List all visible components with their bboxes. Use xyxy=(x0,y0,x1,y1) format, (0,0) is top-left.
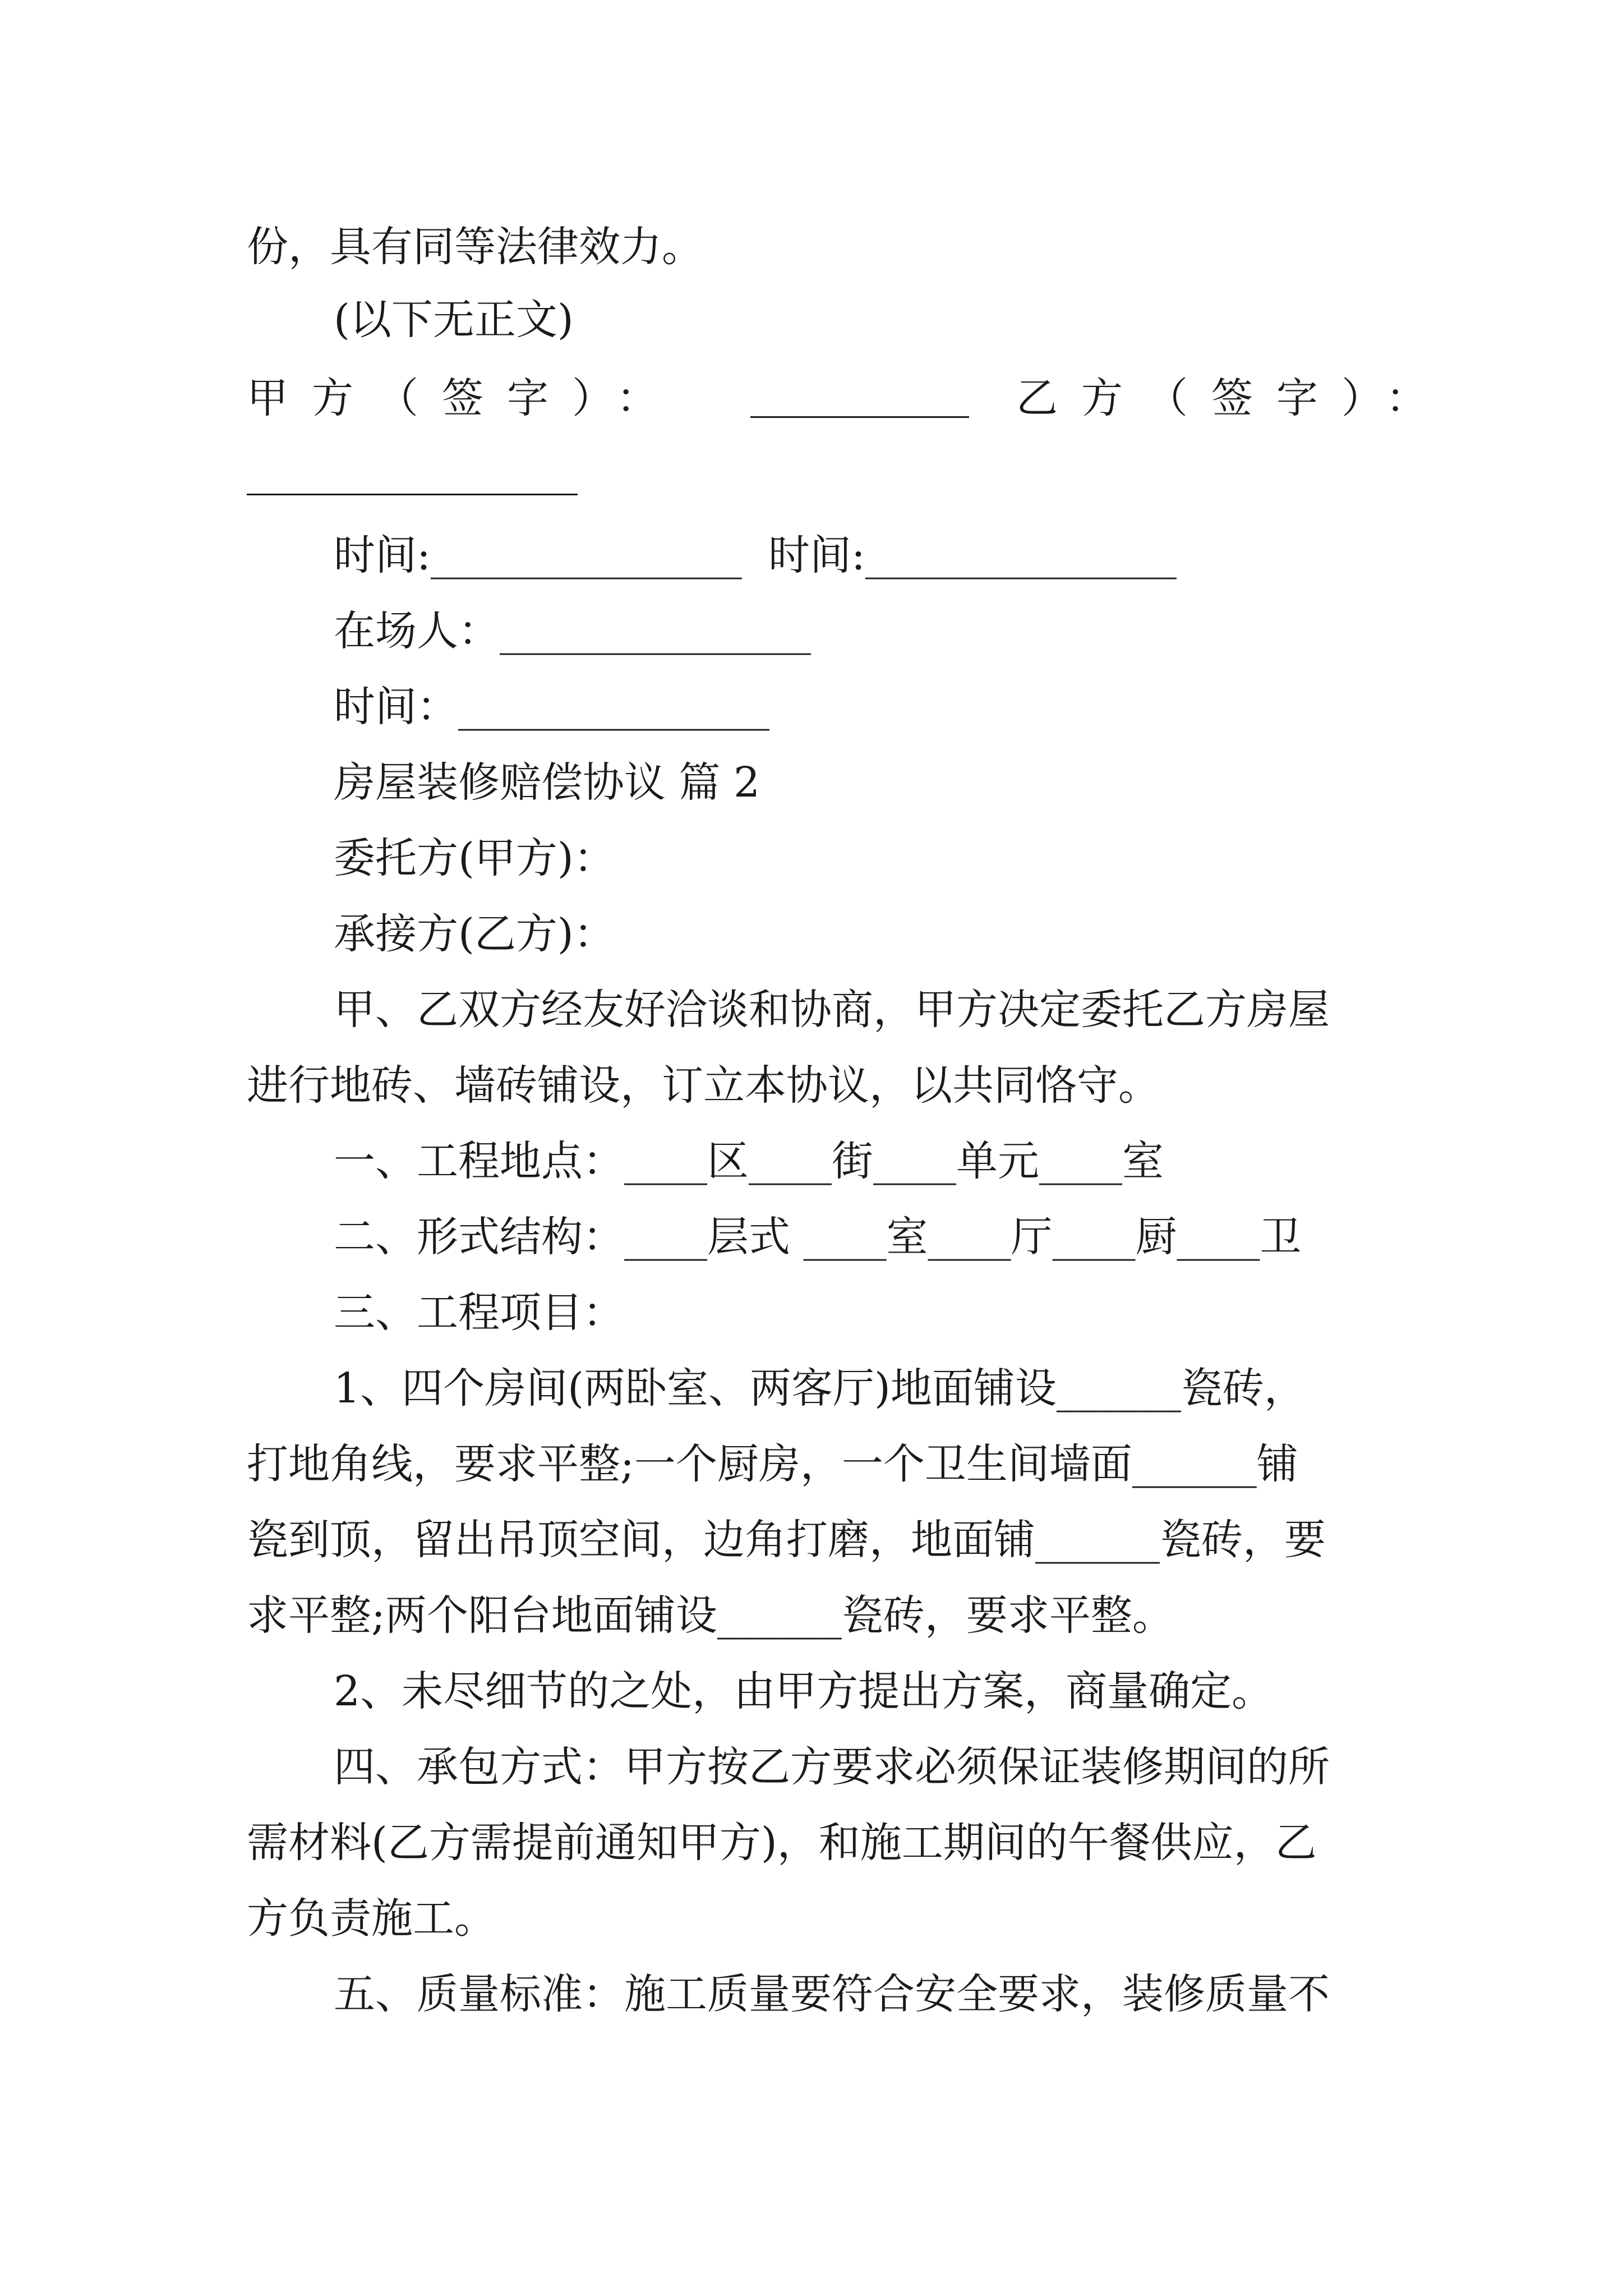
text-line: 时间：_______________ xyxy=(334,683,769,731)
text-line: 二、形式结构：____层式 ____室____厅____厨____卫 xyxy=(334,1213,1302,1261)
text-line: (以下无正文) xyxy=(334,296,574,344)
text-line: 1、四个房间(两卧室、两客厅)地面铺设______瓷砖， xyxy=(334,1364,1306,1412)
text-line: 份，具有同等法律效力。 xyxy=(247,223,703,271)
text-line: 求平整;两个阳台地面铺设______瓷砖，要求平整。 xyxy=(247,1591,1174,1640)
text-line: 时间:_______________ 时间:_______________ xyxy=(334,531,1177,579)
signature-party-b: 乙方（签字）： xyxy=(1016,374,1451,422)
text-line: 委托方(甲方)： xyxy=(334,834,615,882)
text-line: 在场人：_______________ xyxy=(334,607,811,655)
text-line: 四、承包方式：甲方按乙方要求必须保证装修期间的所 xyxy=(334,1743,1330,1791)
section-heading: 房屋装修赔偿协议 篇 2 xyxy=(334,758,760,807)
text-line: 一、工程地点：____区____街____单元____室 xyxy=(334,1137,1164,1185)
text-line: 三、工程项目： xyxy=(334,1289,624,1337)
text-line: 打地角线，要求平整;一个厨房，一个卫生间墙面______铺 xyxy=(247,1440,1298,1488)
signature-blank xyxy=(247,494,578,495)
text-line: 甲、乙双方经友好洽谈和协商，甲方决定委托乙方房屋 xyxy=(334,986,1330,1034)
text-line: 五、质量标准：施工质量要符合安全要求，装修质量不 xyxy=(334,1970,1330,2018)
text-line: 瓷到顶，留出吊顶空间，边角打磨，地面铺______瓷砖，要 xyxy=(247,1516,1326,1564)
text-line: 方负责施工。 xyxy=(247,1894,496,1943)
text-line: 进行地砖、墙砖铺设，订立本协议，以共同恪守。 xyxy=(247,1061,1160,1110)
text-line: 2、未尽细节的之处，由甲方提出方案，商量确定。 xyxy=(334,1667,1274,1715)
signature-blank xyxy=(750,416,969,418)
text-line: 需材料(乙方需提前通知甲方)，和施工期间的午餐供应，乙 xyxy=(247,1819,1317,1867)
text-line: 承接方(乙方)： xyxy=(334,910,615,958)
signature-party-a: 甲方（签字）： xyxy=(247,374,681,422)
